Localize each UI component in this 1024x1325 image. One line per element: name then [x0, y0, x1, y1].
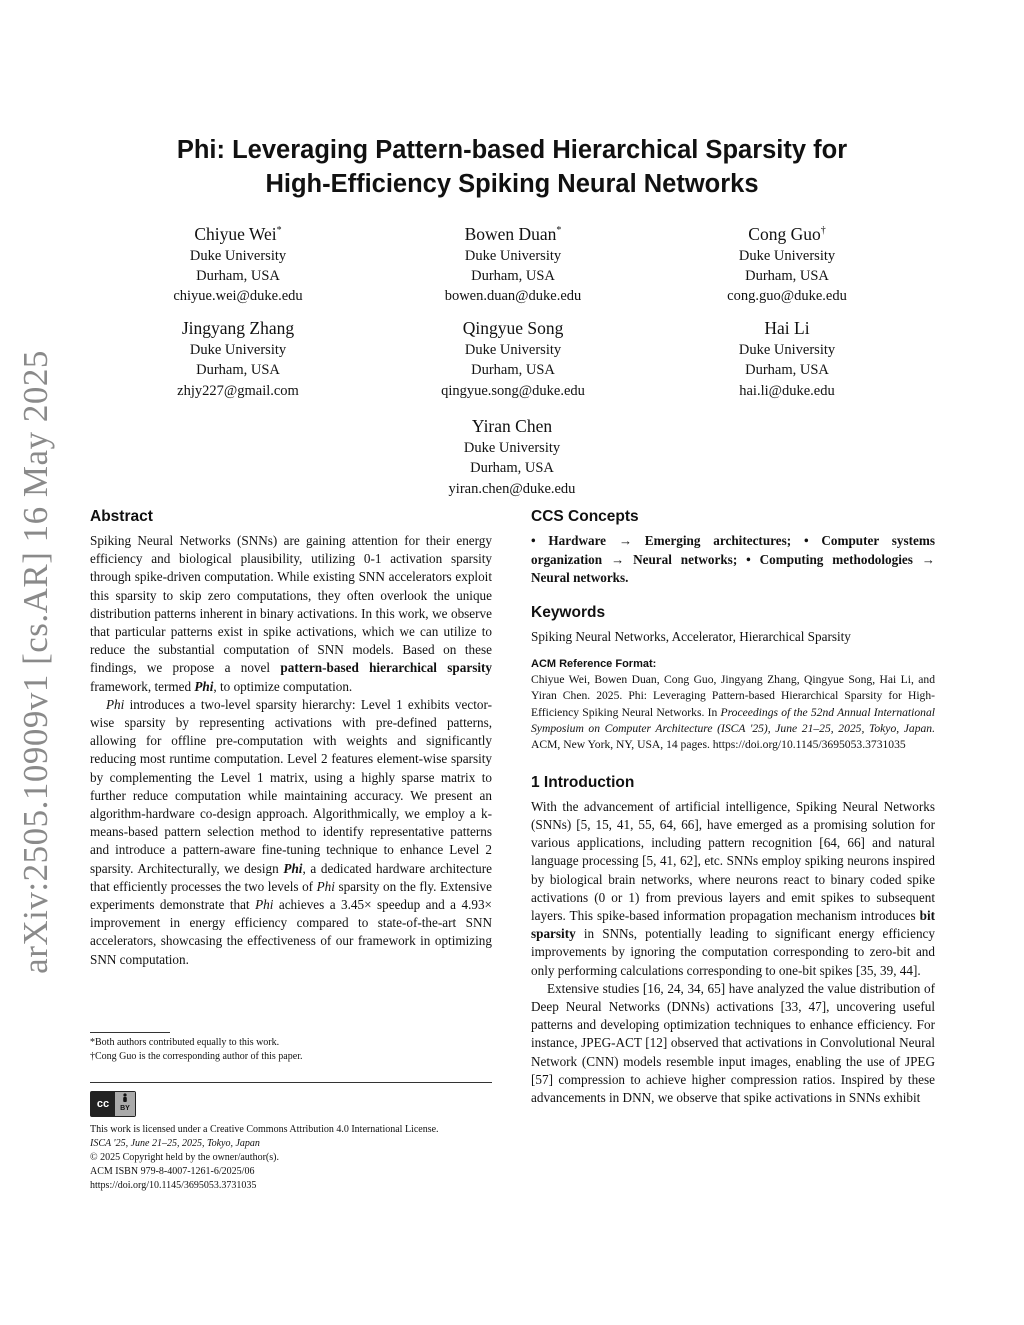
author-email[interactable]: bowen.duan@duke.edu: [444, 288, 582, 305]
author-location: Durham, USA: [745, 362, 829, 379]
author-location: Durham, USA: [196, 362, 280, 379]
footnotes: [90, 1032, 492, 1064]
author-block: [392, 414, 632, 499]
author-location: Durham, USA: [471, 362, 555, 379]
acm-reference-label: ACM Reference Format:: [531, 657, 657, 670]
author-block: [393, 316, 633, 401]
author-affiliation: Duke University: [464, 247, 562, 264]
author-name: Qingyue Song: [462, 318, 564, 338]
acm-reference-text: Chiyue Wei, Bowen Duan, Cong Guo, Jingyang Zhang, Qingyue Song, Hai Li, and Yiran Chen. 2025. Phi: Leveraging Pattern-based Hierarchical Sparsity for High-Efficiency Spiking Neural Networks. In Proceedings of the 52nd Annual International Symposium on Computer Architecture (ISCA '25), June 21–25, 2025, Tokyo, Japan. ACM, New York, NY, USA, 14 pages. https://doi.org/10.1145/3695053.3731035: [531, 672, 935, 752]
author-affiliation: Duke University: [189, 247, 287, 264]
person-icon: BY: [115, 1092, 135, 1116]
author-location: Durham, USA: [196, 268, 280, 285]
license-text: This work is licensed under a Creative Commons Attribution 4.0 International License.: [90, 1124, 439, 1135]
abstract-heading: Abstract: [90, 508, 153, 525]
introduction-paragraph-2: Extensive studies [16, 24, 34, 65] have analyzed the value distribution of Deep Neural Networks (DNNs) activations [33, 47], uncovering useful patterns and developing optimization techniques to enhance efficiency. For instance, JPEG-ACT [12] observed that activations in Convolutional Neural Network (CNN) models resemble input images, enabling the use of JPEG [57] compression to achieve higher compression ratios. Inspired by these advancements in DNN, we observe that spike activations in SNNs exhibit: [531, 980, 935, 1105]
author-location: Durham, USA: [470, 460, 554, 477]
author-email[interactable]: hai.li@duke.edu: [739, 382, 835, 399]
author-affiliation: Duke University: [189, 342, 287, 358]
cc-icon: cc: [91, 1092, 115, 1116]
author-block: [393, 219, 633, 307]
footnote-equal-contribution: *Both authors contributed equally to this work.: [90, 1037, 280, 1048]
author-name: Cong Guo: [748, 223, 821, 244]
author-mark: †: [820, 225, 826, 236]
author-name: Hai Li: [764, 318, 810, 338]
left-column: [90, 508, 492, 969]
author-affiliation: Duke University: [738, 342, 836, 358]
keywords-heading: Keywords: [531, 603, 606, 621]
introduction-paragraph-1: With the advancement of artificial intelligence, Spiking Neural Networks (SNNs) [5, 15, 41, 55, 64, 66], have emerged as a promising solution for various applications, including pattern recognition [64, 66] and natural language processing [5, 41, 62], etc. SNNs employ spiking neurons inspired by biological brain networks, where neurons react to binary coded spike activations (0 or 1) from previous layers and emit spikes to subsequent layers. This spike-based information propagation mechanism introduces bit sparsity in SNNs, potentially leading to significant energy efficiency improvements by ignoring the computation corresponding to zero-bit and only performing calculations corresponding to one-bit spikes [35, 39, 44].: [531, 798, 935, 978]
author-mark: *: [276, 225, 282, 236]
author-block: [667, 219, 907, 307]
title-line-1: Phi: Leveraging Pattern-based Hierarchical Sparsity for: [176, 136, 848, 164]
author-affiliation: Duke University: [464, 342, 562, 358]
paper-title: [120, 133, 904, 201]
author-block: [118, 316, 358, 401]
right-column: [531, 508, 935, 1107]
abstract-paragraph-2: Phi introduces a two-level sparsity hierarchy: Level 1 exhibits vector-wise sparsity by representing activations with pre-defined patterns, allowing for offline pre-computation with weights and significantly reducing most runtime computation. Level 2 features element-wise sparsity by complementing the Level 1 matrix, using a highly sparse matrix to further reduce computation while maintaining accuracy. We present an algorithm-hardware co-design approach. Algorithmically, we employ a k-means-based pattern selection method to identify representative patterns and introduce a pattern-aware fine-tuning technique to enhance Level 2 sparsity. Architecturally, we design Phi, a dedicated hardware architecture that efficiently processes the two levels of Phi sparsity on the fly. Extensive experiments demonstrate that Phi achieves a 3.45× speedup and a 4.93× improvement in energy efficiency compared to state-of-the-art SNN accelerators, showcasing the effectiveness of our framework in optimizing SNN computation.: [90, 696, 492, 967]
arxiv-stamp: [6, 0, 66, 1325]
copyright: © 2025 Copyright held by the owner/author(s).: [90, 1152, 279, 1163]
author-block: [118, 219, 358, 307]
author-email[interactable]: qingyue.song@duke.edu: [441, 382, 585, 399]
ccs-heading: CCS Concepts: [531, 508, 639, 525]
author-name: Yiran Chen: [471, 416, 553, 436]
title-line-2: High-Efficiency Spiking Neural Networks: [265, 170, 759, 198]
keywords-text: Spiking Neural Networks, Accelerator, Hierarchical Sparsity: [531, 628, 851, 644]
footnote-rule: [90, 1032, 170, 1033]
author-location: Durham, USA: [471, 268, 555, 285]
arxiv-id[interactable]: arXiv:2505.10909v1 [cs.AR] 16 May 2025: [16, 350, 55, 974]
author-mark: *: [556, 225, 562, 236]
author-email[interactable]: zhjy227@gmail.com: [177, 382, 299, 399]
author-affiliation: Duke University: [738, 247, 836, 264]
license-rule: [90, 1082, 492, 1083]
author-name: Jingyang Zhang: [181, 318, 295, 338]
isbn: ACM ISBN 979-8-4007-1261-6/2025/06: [90, 1166, 255, 1177]
author-affiliation: Duke University: [463, 440, 561, 456]
doi-link[interactable]: https://doi.org/10.1145/3695053.3731035: [90, 1180, 257, 1191]
license-block: [90, 1082, 492, 1193]
conference-info: ISCA '25, June 21–25, 2025, Tokyo, Japan: [90, 1138, 260, 1149]
author-email[interactable]: chiyue.wei@duke.edu: [173, 288, 303, 305]
cc-by-badge[interactable]: [90, 1091, 136, 1117]
author-block: [667, 316, 907, 401]
author-location: Durham, USA: [745, 268, 829, 285]
footnote-corresponding-author: †Cong Guo is the corresponding author of this paper.: [90, 1051, 303, 1062]
person-glyph-icon: [121, 1093, 129, 1102]
author-email[interactable]: cong.guo@duke.edu: [727, 288, 847, 305]
introduction-heading: 1 Introduction: [531, 773, 635, 791]
abstract-paragraph-1: Spiking Neural Networks (SNNs) are gaining attention for their energy efficiency and biological plausibility, utilizing 0-1 activation sparsity through spike-driven computation. While existing SNN accelerators exploit this sparsity to skip zero computations, they often overlook the unique distribution patterns inherent in binary activations. In this work, we observe that particular patterns exist in spike activations, which we can utilize to reduce the substantial computation of SNN models. Based on these findings, we propose a novel pattern-based hierarchical sparsity framework, termed Phi, to optimize computation.: [90, 533, 492, 694]
ccs-concepts-text: • Hardware → Emerging architectures; • Computer systems organization → Neural networks; • Computing methodologies → Neural networks.: [531, 533, 935, 585]
author-name: Bowen Duan: [464, 223, 557, 244]
author-name: Chiyue Wei: [194, 223, 277, 244]
author-email[interactable]: yiran.chen@duke.edu: [448, 480, 576, 497]
